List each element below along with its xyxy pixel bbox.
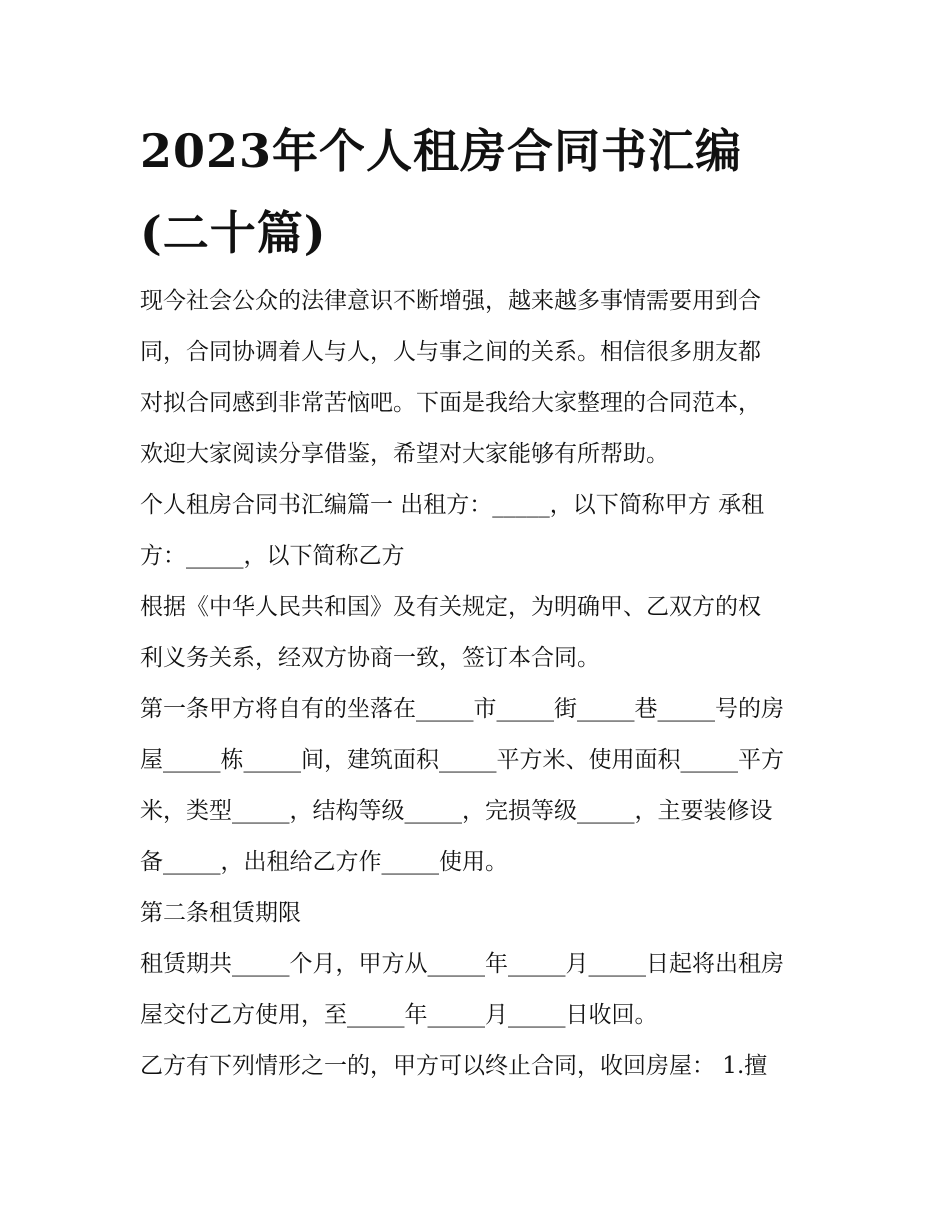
text-line: 屋交付乙方使用，至_____年_____月_____日收回。	[140, 1002, 658, 1028]
lease-term-paragraph	[140, 939, 815, 1041]
title-line: (二十篇)	[140, 206, 327, 260]
article-one-paragraph	[140, 684, 815, 888]
parties-paragraph	[140, 480, 815, 582]
text-line: 根据《中华人民共和国》及有关规定，为明确甲、乙双方的权	[140, 594, 761, 620]
document-body	[140, 276, 815, 1092]
text-line: 欢迎大家阅读分享借鉴，希望对大家能够有所帮助。	[140, 441, 669, 467]
text-line: 第一条甲方将自有的坐落在_____市_____街_____巷_____号的房	[140, 696, 784, 722]
text-line: 方：_____，以下简称乙方	[140, 543, 405, 569]
text-line: 第二条租赁期限	[140, 900, 301, 926]
text-line: 同，合同协调着人与人，人与事之间的关系。相信很多朋友都	[140, 339, 761, 365]
article-two-heading	[140, 888, 815, 939]
text-line: 对拟合同感到非常苦恼吧。下面是我给大家整理的合同范本，	[140, 390, 761, 416]
document-title	[140, 110, 820, 274]
text-line: 现今社会公众的法律意识不断增强，越来越多事情需要用到合	[140, 288, 761, 314]
text-line: 乙方有下列情形之一的，甲方可以终止合同，收回房屋： 1.擅	[140, 1053, 768, 1079]
text-line: 个人租房合同书汇编篇一 出租方：_____，以下简称甲方 承租	[140, 492, 765, 518]
title-line: 2023年个人租房合同书汇编	[140, 124, 743, 178]
text-line: 备_____，出租给乙方作_____使用。	[140, 849, 508, 875]
text-line: 米，类型_____，结构等级_____，完损等级_____，主要装修设	[140, 798, 773, 824]
intro-paragraph	[140, 276, 815, 480]
text-line: 利义务关系，经双方协商一致，签订本合同。	[140, 645, 600, 671]
text-line: 租赁期共_____个月，甲方从_____年_____月_____日起将出租房	[140, 951, 784, 977]
text-line: 屋_____栋_____间，建筑面积_____平方米、使用面积_____平方	[140, 747, 784, 773]
termination-paragraph	[140, 1041, 815, 1092]
basis-paragraph	[140, 582, 815, 684]
